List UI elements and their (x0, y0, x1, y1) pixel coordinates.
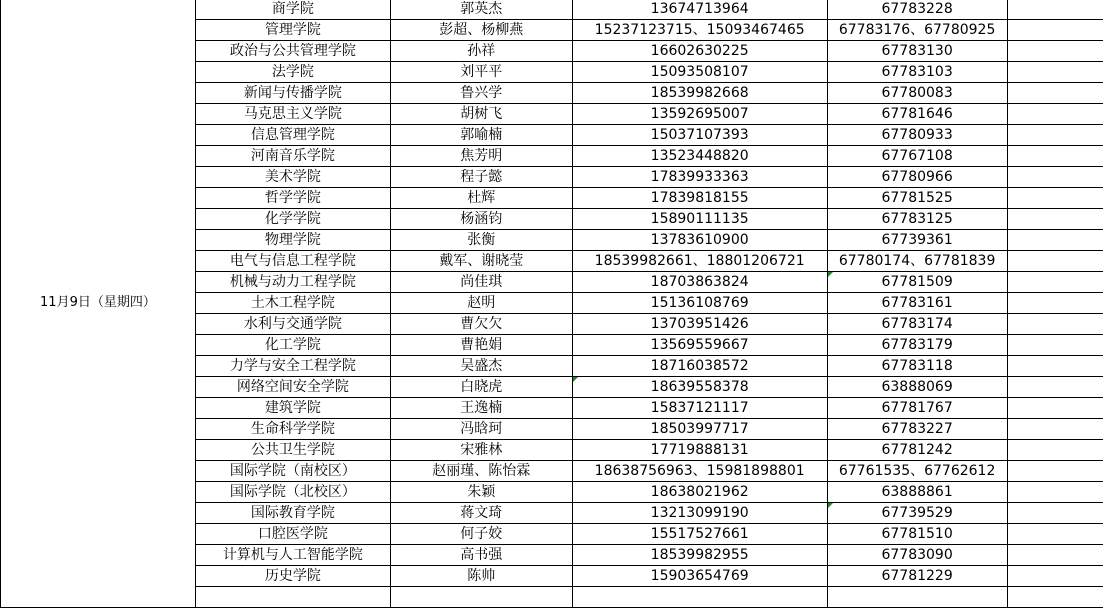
office-cell[interactable]: 67783174 (827, 314, 1007, 335)
contact-cell[interactable]: 戴军、谢晓莹 (390, 251, 572, 272)
contact-cell[interactable]: 张衡 (390, 230, 572, 251)
contact-cell[interactable]: 程子懿 (390, 167, 572, 188)
empty-cell[interactable] (1007, 314, 1103, 335)
college-cell[interactable]: 马克思主义学院 (195, 104, 390, 125)
empty-cell[interactable] (1007, 167, 1103, 188)
mobile-cell[interactable]: 15037107393 (572, 125, 827, 146)
college-cell[interactable]: 物理学院 (195, 230, 390, 251)
mobile-cell[interactable]: 15903654769 (572, 566, 827, 587)
college-cell[interactable]: 网络空间安全学院 (195, 377, 390, 398)
office-cell[interactable]: 67780083 (827, 83, 1007, 104)
mobile-cell[interactable]: 13523448820 (572, 146, 827, 167)
empty-cell[interactable] (1007, 482, 1103, 503)
mobile-cell[interactable]: 18503997717 (572, 419, 827, 440)
college-cell[interactable]: 商学院 (195, 0, 390, 20)
college-cell[interactable]: 建筑学院 (195, 398, 390, 419)
empty-cell[interactable] (827, 587, 1007, 608)
empty-cell[interactable] (1007, 293, 1103, 314)
college-cell[interactable]: 化工学院 (195, 335, 390, 356)
mobile-cell[interactable]: 18716038572 (572, 356, 827, 377)
contact-cell[interactable]: 刘平平 (390, 62, 572, 83)
college-cell[interactable]: 政治与公共管理学院 (195, 41, 390, 62)
contact-cell[interactable]: 高书强 (390, 545, 572, 566)
empty-cell[interactable] (1007, 104, 1103, 125)
contact-cell[interactable]: 王逸楠 (390, 398, 572, 419)
office-cell[interactable]: 67783161 (827, 293, 1007, 314)
empty-cell[interactable] (1007, 230, 1103, 251)
college-cell[interactable]: 电气与信息工程学院 (195, 251, 390, 272)
college-cell[interactable]: 土木工程学院 (195, 293, 390, 314)
contact-cell[interactable]: 杜辉 (390, 188, 572, 209)
empty-cell[interactable] (1007, 461, 1103, 482)
college-cell[interactable]: 计算机与人工智能学院 (195, 545, 390, 566)
college-cell[interactable]: 信息管理学院 (195, 125, 390, 146)
empty-cell[interactable] (1007, 419, 1103, 440)
empty-cell[interactable] (1007, 440, 1103, 461)
empty-cell[interactable] (1007, 209, 1103, 230)
contact-cell[interactable]: 杨涵钧 (390, 209, 572, 230)
mobile-cell[interactable]: 18638021962 (572, 482, 827, 503)
office-cell[interactable]: 67781242 (827, 440, 1007, 461)
office-cell[interactable]: 63888861 (827, 482, 1007, 503)
mobile-cell[interactable]: 18703863824 (572, 272, 827, 293)
table-row (1, 0, 1103, 20)
contact-cell[interactable]: 吴盛杰 (390, 356, 572, 377)
contact-cell[interactable]: 蒋文琦 (390, 503, 572, 524)
mobile-cell[interactable]: 13592695007 (572, 104, 827, 125)
contact-cell[interactable]: 焦芳明 (390, 146, 572, 167)
empty-cell[interactable] (1007, 62, 1103, 83)
mobile-cell[interactable]: 18539982955 (572, 545, 827, 566)
office-cell[interactable]: 67781510 (827, 524, 1007, 545)
mobile-cell[interactable]: 17719888131 (572, 440, 827, 461)
college-cell[interactable]: 生命科学学院 (195, 419, 390, 440)
contact-cell[interactable]: 孙祥 (390, 41, 572, 62)
empty-cell[interactable] (572, 587, 827, 608)
empty-cell[interactable] (1007, 503, 1103, 524)
college-cell[interactable]: 新闻与传播学院 (195, 83, 390, 104)
mobile-cell[interactable]: 17839933363 (572, 167, 827, 188)
contact-cell[interactable]: 彭超、杨柳燕 (390, 20, 572, 41)
empty-cell[interactable] (1007, 83, 1103, 104)
college-cell[interactable]: 法学院 (195, 62, 390, 83)
college-cell[interactable]: 美术学院 (195, 167, 390, 188)
empty-cell[interactable] (1007, 251, 1103, 272)
mobile-cell[interactable]: 13703951426 (572, 314, 827, 335)
college-cell[interactable]: 水利与交通学院 (195, 314, 390, 335)
office-cell[interactable]: 67781229 (827, 566, 1007, 587)
empty-cell[interactable] (1007, 188, 1103, 209)
empty-cell[interactable] (390, 587, 572, 608)
mobile-cell[interactable]: 13674713964 (572, 0, 827, 20)
mobile-cell[interactable]: 13213099190 (572, 503, 827, 524)
office-cell[interactable]: 67783118 (827, 356, 1007, 377)
mobile-cell[interactable]: 16602630225 (572, 41, 827, 62)
college-cell[interactable]: 公共卫生学院 (195, 440, 390, 461)
table-body (1, 0, 1103, 608)
contact-cell[interactable]: 曹艳娟 (390, 335, 572, 356)
office-cell[interactable]: 67783228 (827, 0, 1007, 20)
office-cell[interactable]: 67783130 (827, 41, 1007, 62)
college-cell[interactable]: 河南音乐学院 (195, 146, 390, 167)
empty-cell[interactable] (1007, 524, 1103, 545)
mobile-cell[interactable]: 15890111135 (572, 209, 827, 230)
empty-cell[interactable] (1007, 566, 1103, 587)
empty-cell[interactable] (1007, 125, 1103, 146)
mobile-cell[interactable]: 13783610900 (572, 230, 827, 251)
mobile-cell[interactable]: 18639558378 (572, 377, 827, 398)
mobile-cell[interactable]: 15136108769 (572, 293, 827, 314)
empty-cell[interactable] (1007, 0, 1103, 20)
contact-cell[interactable]: 何子姣 (390, 524, 572, 545)
college-cell[interactable]: 化学学院 (195, 209, 390, 230)
mobile-cell[interactable]: 15517527661 (572, 524, 827, 545)
date-cell[interactable]: 11月9日（星期四） (1, 0, 196, 608)
office-cell[interactable]: 67781767 (827, 398, 1007, 419)
empty-cell[interactable] (1007, 41, 1103, 62)
contact-cell[interactable]: 鲁兴学 (390, 83, 572, 104)
mobile-cell[interactable]: 17839818155 (572, 188, 827, 209)
contact-cell[interactable]: 郭英杰 (390, 0, 572, 20)
empty-cell[interactable] (1007, 545, 1103, 566)
contact-cell[interactable]: 白晓虎 (390, 377, 572, 398)
contact-cell[interactable]: 胡树飞 (390, 104, 572, 125)
mobile-cell[interactable]: 18539982661、18801206721 (572, 251, 827, 272)
office-cell[interactable]: 67783179 (827, 335, 1007, 356)
office-cell[interactable]: 67739529 (827, 503, 1007, 524)
office-cell[interactable]: 67761535、67762612 (827, 461, 1007, 482)
mobile-cell[interactable]: 15093508107 (572, 62, 827, 83)
college-cell[interactable]: 国际学院（北校区） (195, 482, 390, 503)
mobile-cell[interactable]: 13569559667 (572, 335, 827, 356)
contact-cell[interactable]: 冯晗珂 (390, 419, 572, 440)
contact-cell[interactable]: 郭喻楠 (390, 125, 572, 146)
office-cell[interactable]: 63888069 (827, 377, 1007, 398)
office-cell[interactable]: 67783176、67780925 (827, 20, 1007, 41)
empty-cell[interactable] (1007, 398, 1103, 419)
office-cell[interactable]: 67780933 (827, 125, 1007, 146)
college-cell[interactable]: 国际学院（南校区） (195, 461, 390, 482)
empty-cell[interactable] (1007, 272, 1103, 293)
office-cell[interactable]: 67783103 (827, 62, 1007, 83)
office-cell[interactable]: 67783227 (827, 419, 1007, 440)
office-cell[interactable]: 67783125 (827, 209, 1007, 230)
college-cell[interactable]: 哲学学院 (195, 188, 390, 209)
empty-cell[interactable] (1007, 356, 1103, 377)
college-cell[interactable]: 历史学院 (195, 566, 390, 587)
office-cell[interactable]: 67767108 (827, 146, 1007, 167)
office-cell[interactable]: 67780174、67781839 (827, 251, 1007, 272)
college-cell[interactable]: 口腔医学院 (195, 524, 390, 545)
mobile-cell[interactable]: 18638756963、15981898801 (572, 461, 827, 482)
college-cell[interactable]: 管理学院 (195, 20, 390, 41)
contact-cell[interactable]: 曹欠欠 (390, 314, 572, 335)
office-cell[interactable]: 67739361 (827, 230, 1007, 251)
office-cell[interactable]: 67780966 (827, 167, 1007, 188)
college-cell[interactable]: 机械与动力工程学院 (195, 272, 390, 293)
office-cell[interactable]: 67781509 (827, 272, 1007, 293)
office-cell[interactable]: 67783090 (827, 545, 1007, 566)
college-cell[interactable]: 力学与安全工程学院 (195, 356, 390, 377)
contact-cell[interactable]: 尚佳琪 (390, 272, 572, 293)
contact-cell[interactable]: 朱颖 (390, 482, 572, 503)
empty-cell[interactable] (1007, 146, 1103, 167)
mobile-cell[interactable]: 18539982668 (572, 83, 827, 104)
contact-cell[interactable]: 宋雅林 (390, 440, 572, 461)
office-cell[interactable]: 67781525 (827, 188, 1007, 209)
contact-cell[interactable]: 赵丽瑾、陈怡霖 (390, 461, 572, 482)
empty-cell[interactable] (1007, 587, 1103, 608)
contact-cell[interactable]: 陈帅 (390, 566, 572, 587)
empty-cell[interactable] (1007, 335, 1103, 356)
mobile-cell[interactable]: 15837121117 (572, 398, 827, 419)
contact-cell[interactable]: 赵明 (390, 293, 572, 314)
empty-cell[interactable] (195, 587, 390, 608)
mobile-cell[interactable]: 15237123715、15093467465 (572, 20, 827, 41)
empty-cell[interactable] (1007, 20, 1103, 41)
empty-cell[interactable] (1007, 377, 1103, 398)
office-cell[interactable]: 67781646 (827, 104, 1007, 125)
college-cell[interactable]: 国际教育学院 (195, 503, 390, 524)
